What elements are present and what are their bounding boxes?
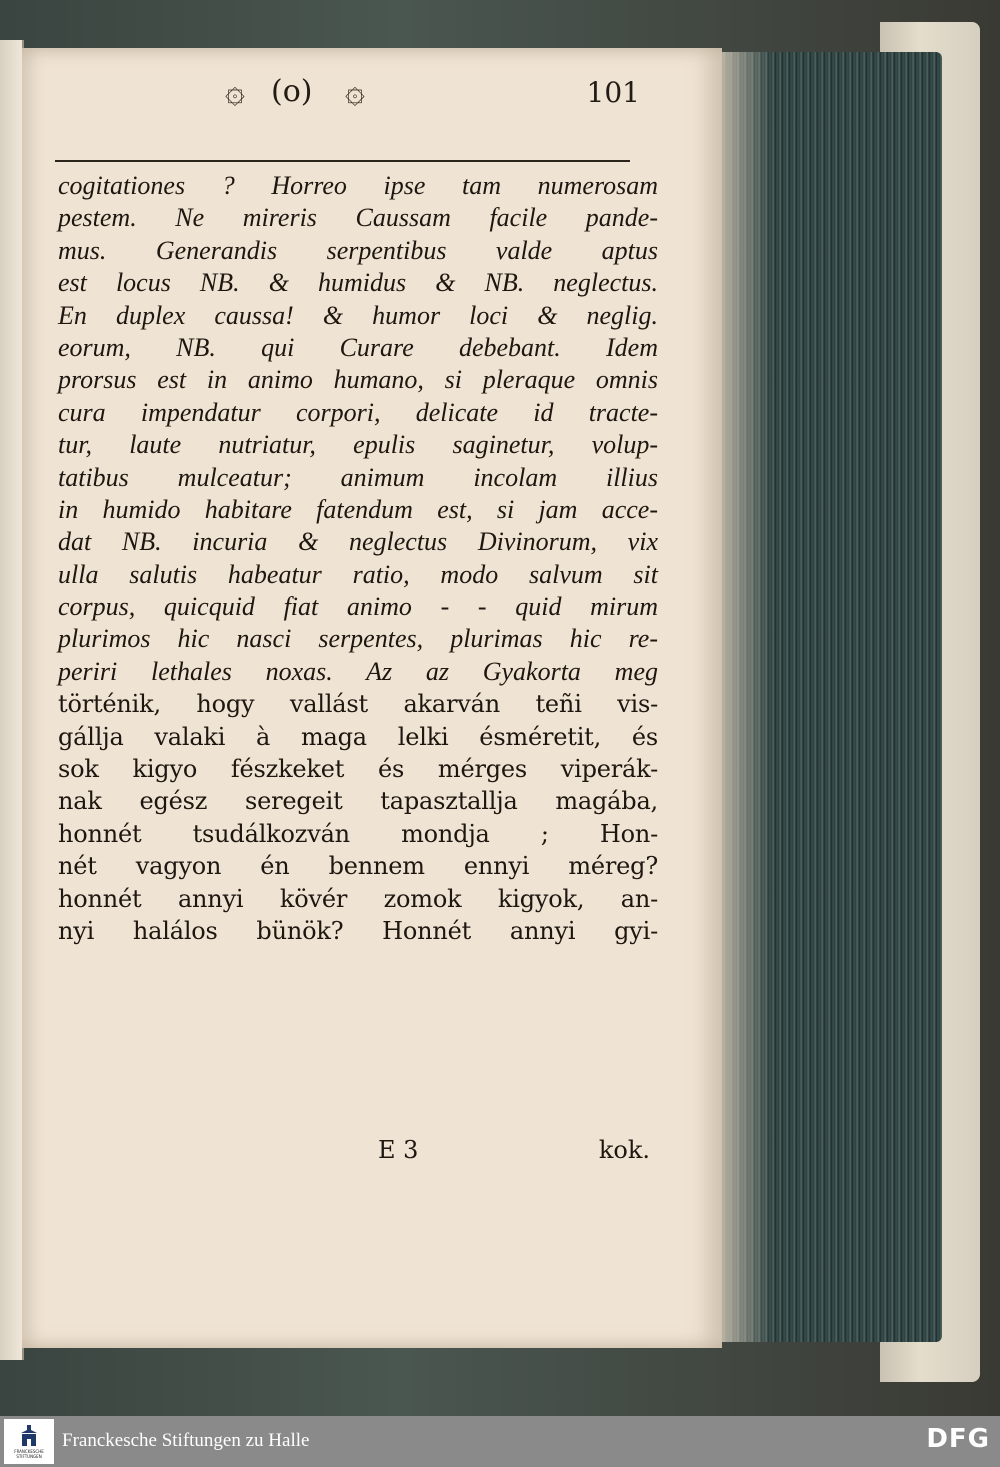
text-line: sok kigyo fészkeket és mérges viperák- — [58, 755, 658, 784]
text-line: tur, laute nutriatur, epulis saginetur, volup- — [58, 430, 658, 460]
text-line: pestem. Ne mireris Caussam facile pande- — [58, 203, 658, 233]
text-line: történik, hogy vallást akarván teñi vis- — [58, 690, 658, 719]
text-line: corpus, quicquid fiat animo - - quid mirum — [58, 592, 658, 622]
text-line: honnét annyi kövér zomok kigyok, an- — [58, 884, 658, 913]
institution-logo[interactable] — [4, 1419, 54, 1464]
ornament-right-icon: ۞ — [345, 71, 365, 111]
text-line: eorum, NB. qui Curare debebant. Idem — [58, 332, 658, 362]
signature-mark: E 3 — [378, 1136, 419, 1164]
dfg-logo[interactable]: DFG — [926, 1424, 990, 1454]
ornament-left-icon: ۞ — [225, 71, 245, 111]
text-line: prorsus est in animo humano, si pleraque omnis — [58, 365, 658, 395]
text-line: ulla salutis habeatur ratio, modo salvum sit — [58, 559, 658, 589]
logo-caption: FRANCKESCHE STIFTUNGEN — [14, 1449, 44, 1459]
text-line: En duplex caussa! & humor loci & neglig. — [58, 300, 658, 330]
ornament-center: (o) — [271, 74, 313, 109]
text-line: plurimos hic nasci serpentes, plurimas hic re- — [58, 624, 658, 654]
body-text — [58, 170, 658, 947]
text-line: gállja valaki à maga lelki ésméretit, és — [58, 722, 658, 751]
text-line: cura impendatur corpori, delicate id tracte- — [58, 397, 658, 427]
text-line: nak egész seregeit tapasztallja magába, — [58, 787, 658, 816]
text-line: tatibus mulceatur; animum incolam illius — [58, 462, 658, 492]
viewer-footer-bar — [0, 1416, 1000, 1467]
page-edges — [712, 52, 942, 1342]
institution-logo-icon — [18, 1423, 40, 1449]
text-line: honnét tsudálkozván mondja ; Hon- — [58, 819, 658, 848]
page-footer — [58, 1136, 650, 1172]
institution-name[interactable]: Franckesche Stiftungen zu Halle — [62, 1430, 310, 1451]
page-number: 101 — [586, 76, 640, 109]
text-line: dat NB. incuria & neglectus Divinorum, vix — [58, 527, 658, 557]
text-line: nyi halálos bünök? Honnét annyi gyi- — [58, 916, 658, 945]
book-cover-left — [0, 40, 24, 1360]
text-line: cogitationes ? Horreo ipse tam numerosam — [58, 171, 658, 200]
page-header — [35, 64, 640, 114]
catchword: kok. — [598, 1136, 650, 1164]
text-line: in humido habitare fatendum est, si jam acce- — [58, 494, 658, 524]
text-line: periri lethales noxas. Az az Gyakorta meg — [58, 656, 658, 686]
text-line: mus. Generandis serpentibus valde aptus — [58, 235, 658, 265]
text-line: nét vagyon én bennem ennyi méreg? — [58, 852, 658, 881]
header-rule — [55, 160, 630, 162]
text-line: est locus NB. & humidus & NB. neglectus. — [58, 268, 658, 298]
